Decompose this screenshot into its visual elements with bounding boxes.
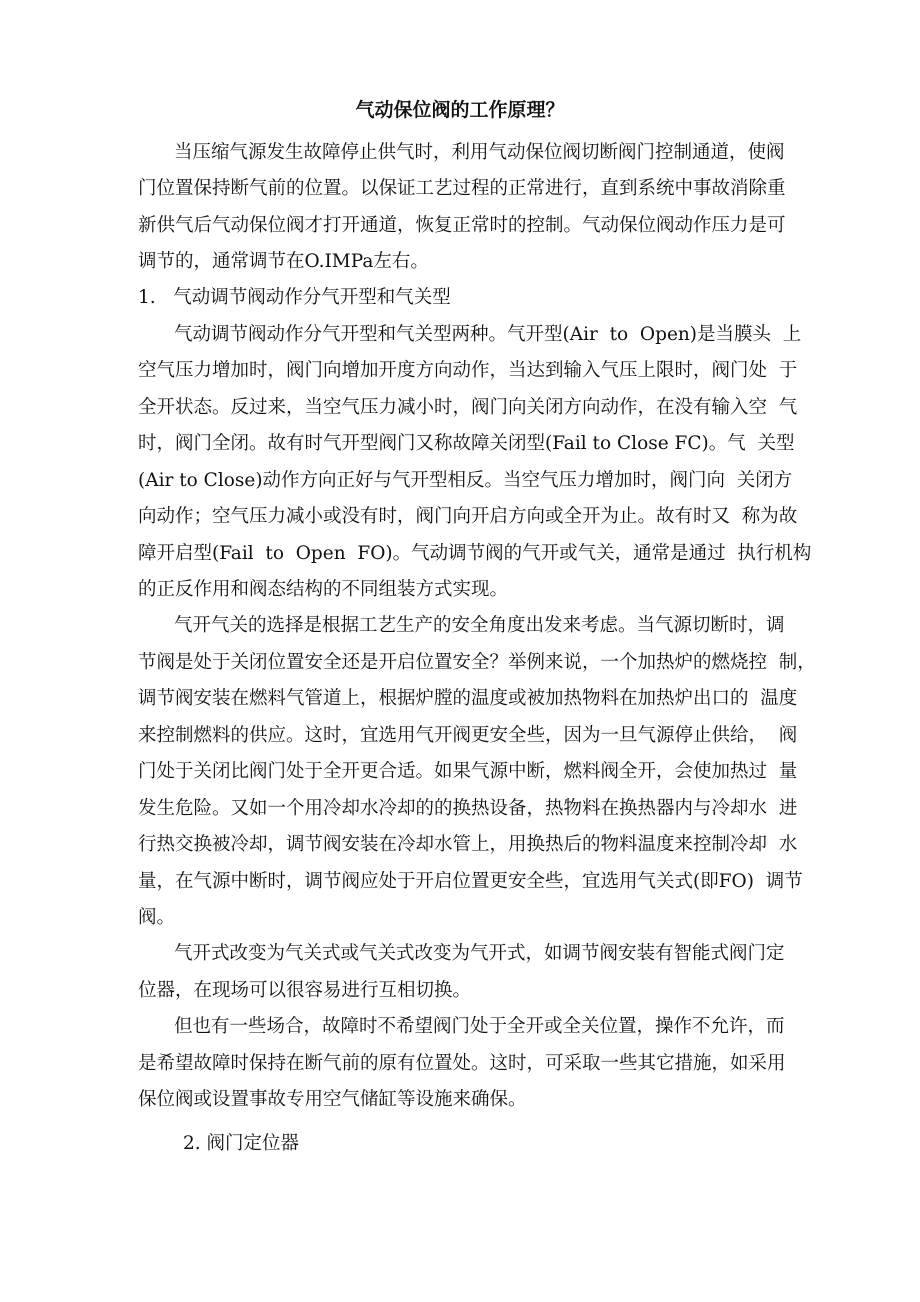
section-heading-1: 1. 气动调节阀动作分气开型和气关型 (138, 287, 451, 308)
paragraph-3-line: 调节阀安装在燃料气管道上，根据炉膛的温度或被加热物料在加热炉出口的 温度 (138, 688, 798, 709)
paragraph-3-line: 阀。 (138, 907, 176, 928)
paragraph-2-line: 向动作；空气压力减小或没有时，阀门向开启方向或全开为止。故有时又 称为故 (138, 506, 798, 527)
paragraph-3-line: 门处于关闭比阀门处于全开更合适。如果气源中断，燃料阀全开，会使加热过 量 (138, 761, 798, 782)
paragraph-2-line: 障开启型(Fail to Open FO)。气动调节阀的气开或气关，通常是通过 执行机构 (138, 543, 812, 564)
paragraph-2-line: 时，阀门全闭。故有时气开型阀门又称故障关闭型(Fail to Close FC)。气 关型 (138, 433, 795, 454)
section-heading-2: 2. 阀门定位器 (183, 1133, 300, 1154)
paragraph-1-line: 当压缩气源发生故障停止供气时，利用气动保位阀切断阀门控制通道，使阀 (174, 142, 785, 163)
paragraph-2-line: 气动调节阀动作分气开型和气关型两种。气开型(Air to Open)是当膜头 上 (174, 324, 802, 345)
paragraph-1-line: 新供气后气动保位阀才打开通道，恢复正常时的控制。气动保位阀动作压力是可 (138, 215, 786, 236)
paragraph-3-line: 气开气关的选择是根据工艺生产的安全角度出发来考虑。当气源切断时，调 (174, 615, 785, 636)
paragraph-5-line: 是希望故障时保持在断气前的原有位置处。这时，可采取一些其它措施，如采用 (138, 1053, 786, 1074)
paragraph-2-line: 的正反作用和阀态结构的不同组装方式实现。 (138, 579, 509, 600)
paragraph-1-line: 门位置保持断气前的位置。以保证工艺过程的正常进行，直到系统中事故消除重 (138, 178, 786, 199)
paragraph-2-line: 全开状态。反过来，当空气压力减小时，阀门向关闭方向动作，在没有输入空 气 (138, 397, 798, 418)
paragraph-2-line: 空气压力增加时，阀门向增加开度方向动作，当达到输入气压上限时，阀门处 于 (138, 360, 798, 381)
paragraph-3-line: 节阀是处于关闭位置安全还是开启位置安全？举例来说，一个加热炉的燃烧控 制， (138, 652, 816, 673)
paragraph-3-line: 发生危险。又如一个用冷却水冷却的的换热设备，热物料在换热器内与冷却水 进 (138, 798, 798, 819)
paragraph-3-line: 行热交换被冷却，调节阀安装在冷却水管上，用换热后的物料温度来控制冷却 水 (138, 834, 798, 855)
paragraph-4-line: 位器，在现场可以很容易进行互相切换。 (138, 980, 472, 1001)
paragraph-3-line: 量，在气源中断时，调节阀应处于开启位置更安全些，宜选用气关式(即FO) 调节 (138, 871, 803, 892)
paragraph-5-line: 保位阀或设置事故专用空气储缸等设施来确保。 (138, 1089, 527, 1110)
paragraph-3-line: 来控制燃料的供应。这时，宜选用气开阀更安全些，因为一旦气源停止供给， 阀 (138, 725, 798, 746)
page-title: 气动保位阀的工作原理？ (355, 99, 565, 121)
paragraph-1-line: 调节的，通常调节在O.IMPa左右。 (138, 251, 429, 272)
paragraph-2-line: (Air to Close)动作方向正好与气开型相反。当空气压力增加时，阀门向 关闭方 (138, 470, 793, 491)
paragraph-4-line: 气开式改变为气关式或气关式改变为气开式，如调节阀安装有智能式阀门定 (174, 943, 785, 964)
paragraph-5-line: 但也有一些场合，故障时不希望阀门处于全开或全关位置，操作不允许，而 (174, 1016, 785, 1037)
